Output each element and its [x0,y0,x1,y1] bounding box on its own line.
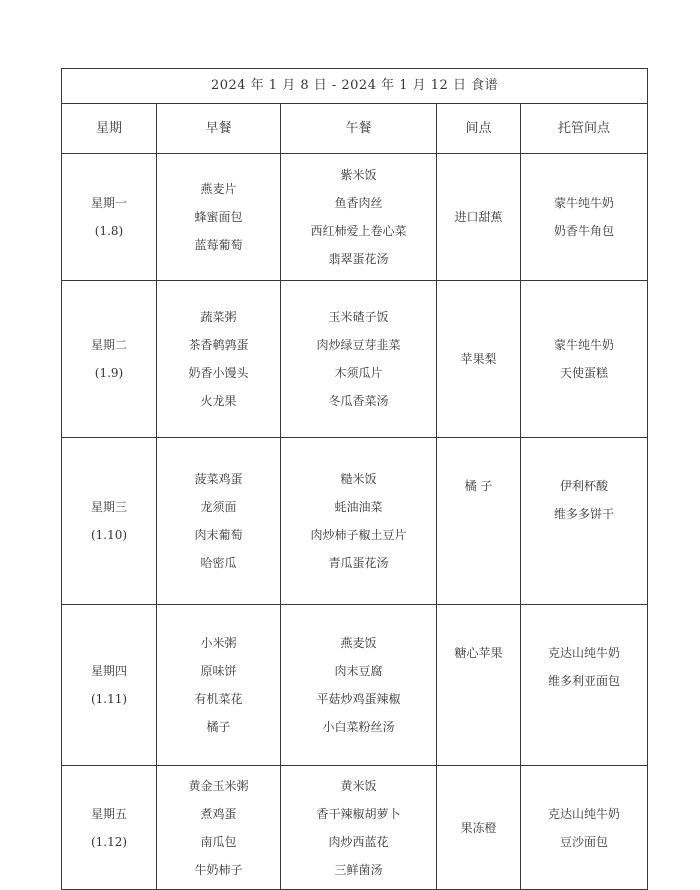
menu-item: 伊利杯酸 [560,479,609,493]
menu-item: 果冻橙 [460,820,497,835]
menu-item: 鱼香肉丝 [334,196,383,210]
care-snack-cell [521,766,648,890]
menu-item: 奶香小馒头 [188,366,249,380]
day-cell [62,605,157,766]
table-row [62,154,648,281]
menu-item: 木须瓜片 [334,366,383,380]
menu-item: 紫米饭 [340,168,377,182]
menu-item: 火龙果 [200,394,237,408]
menu-item: 哈密瓜 [200,556,237,570]
lunch-cell [281,605,437,766]
menu-item: 有机菜花 [194,692,243,706]
menu-item: 橘子 [206,720,231,734]
date-label: (1.8) [94,224,124,238]
lunch-cell [281,281,437,438]
snack-cell [437,766,521,890]
menu-item: 苹果梨 [460,352,497,366]
breakfast-cell [157,605,281,766]
care-snack-cell [521,154,648,281]
lunch-cell [281,438,437,605]
menu-item: 奶香牛角包 [554,224,615,238]
menu-item: 蚝油油菜 [334,500,383,514]
snack-cell [437,605,521,766]
menu-item: 蔬菜粥 [200,310,237,324]
menu-item: 南瓜包 [200,834,237,849]
menu-item: 茶香鹌鹑蛋 [188,338,249,352]
header-day: 星期 [62,104,157,154]
header-care-snack: 托管间点 [521,104,648,154]
breakfast-cell [157,154,281,281]
menu-item: 橘 子 [464,479,493,493]
menu-item: 蓝莓葡萄 [194,238,243,252]
menu-item: 克达山纯牛奶 [548,646,621,660]
menu-table [61,68,648,890]
day-label: 星期五 [90,806,127,821]
menu-item: 香干辣椒胡萝卜 [316,806,401,821]
day-cell [62,438,157,605]
menu-item: 西红柿爱上卷心菜 [310,224,407,238]
day-label: 星期三 [90,500,127,514]
menu-item: 肉炒柿子椒土豆片 [310,528,407,542]
menu-item: 黄金玉米粥 [188,778,249,793]
menu-item: 肉末豆腐 [334,664,383,678]
menu-item: 糙米饭 [340,472,377,486]
menu-item: 维多利亚面包 [548,674,621,688]
table-row [62,438,648,605]
day-cell [62,281,157,438]
date-label: (1.9) [94,366,124,380]
care-snack-cell [521,438,648,605]
menu-item: 菠菜鸡蛋 [194,472,243,486]
menu-item: 燕麦饭 [340,636,377,650]
menu-item: 牛奶柿子 [194,862,243,877]
menu-item: 黄米饭 [340,778,377,793]
header-lunch: 午餐 [281,104,437,154]
menu-item: 冬瓜香菜汤 [328,394,389,408]
menu-item: 进口甜蕉 [454,210,503,224]
menu-item: 肉炒绿豆芽韭菜 [316,338,401,352]
menu-item: 糖心苹果 [454,646,503,660]
menu-item: 龙须面 [200,500,237,514]
menu-item: 小白菜粉丝汤 [322,720,395,734]
menu-item: 蒙牛纯牛奶 [554,338,615,352]
snack-cell [437,154,521,281]
menu-item: 玉米碴子饭 [328,310,389,324]
date-label: (1.10) [90,528,128,542]
menu-item: 青瓜蛋花汤 [328,556,389,570]
menu-item: 翡翠蛋花汤 [328,252,389,266]
snack-cell [437,438,521,605]
table-row [62,766,648,890]
menu-item: 三鲜菌汤 [334,862,383,877]
lunch-cell [281,154,437,281]
day-label: 星期四 [90,664,127,678]
header-breakfast: 早餐 [157,104,281,154]
menu-item: 小米粥 [200,636,237,650]
breakfast-cell [157,766,281,890]
menu-title: 2024 年 1 月 8 日 - 2024 年 1 月 12 日 食谱 [62,69,648,104]
snack-cell [437,281,521,438]
menu-item: 燕麦片 [200,182,237,196]
table-row [62,605,648,766]
day-label: 星期一 [90,196,127,210]
breakfast-cell [157,438,281,605]
menu-item: 原味饼 [200,664,237,678]
lunch-cell [281,766,437,890]
menu-item: 平菇炒鸡蛋辣椒 [316,692,401,706]
table-row [62,281,648,438]
menu-item: 肉炒西蓝花 [328,834,389,849]
menu-item: 蜂蜜面包 [194,210,243,224]
day-cell [62,766,157,890]
menu-item: 维多多饼干 [554,507,615,521]
header-snack: 间点 [437,104,521,154]
menu-item: 天使蛋糕 [560,366,609,380]
breakfast-cell [157,281,281,438]
menu-item: 蒙牛纯牛奶 [554,196,615,210]
menu-item: 豆沙面包 [560,834,609,849]
day-cell [62,154,157,281]
date-label: (1.12) [90,834,128,849]
day-label: 星期二 [90,338,127,352]
menu-item: 克达山纯牛奶 [548,806,621,821]
menu-item: 肉末葡萄 [194,528,243,542]
care-snack-cell [521,281,648,438]
menu-item: 煮鸡蛋 [200,806,237,821]
care-snack-cell [521,605,648,766]
date-label: (1.11) [90,692,128,706]
